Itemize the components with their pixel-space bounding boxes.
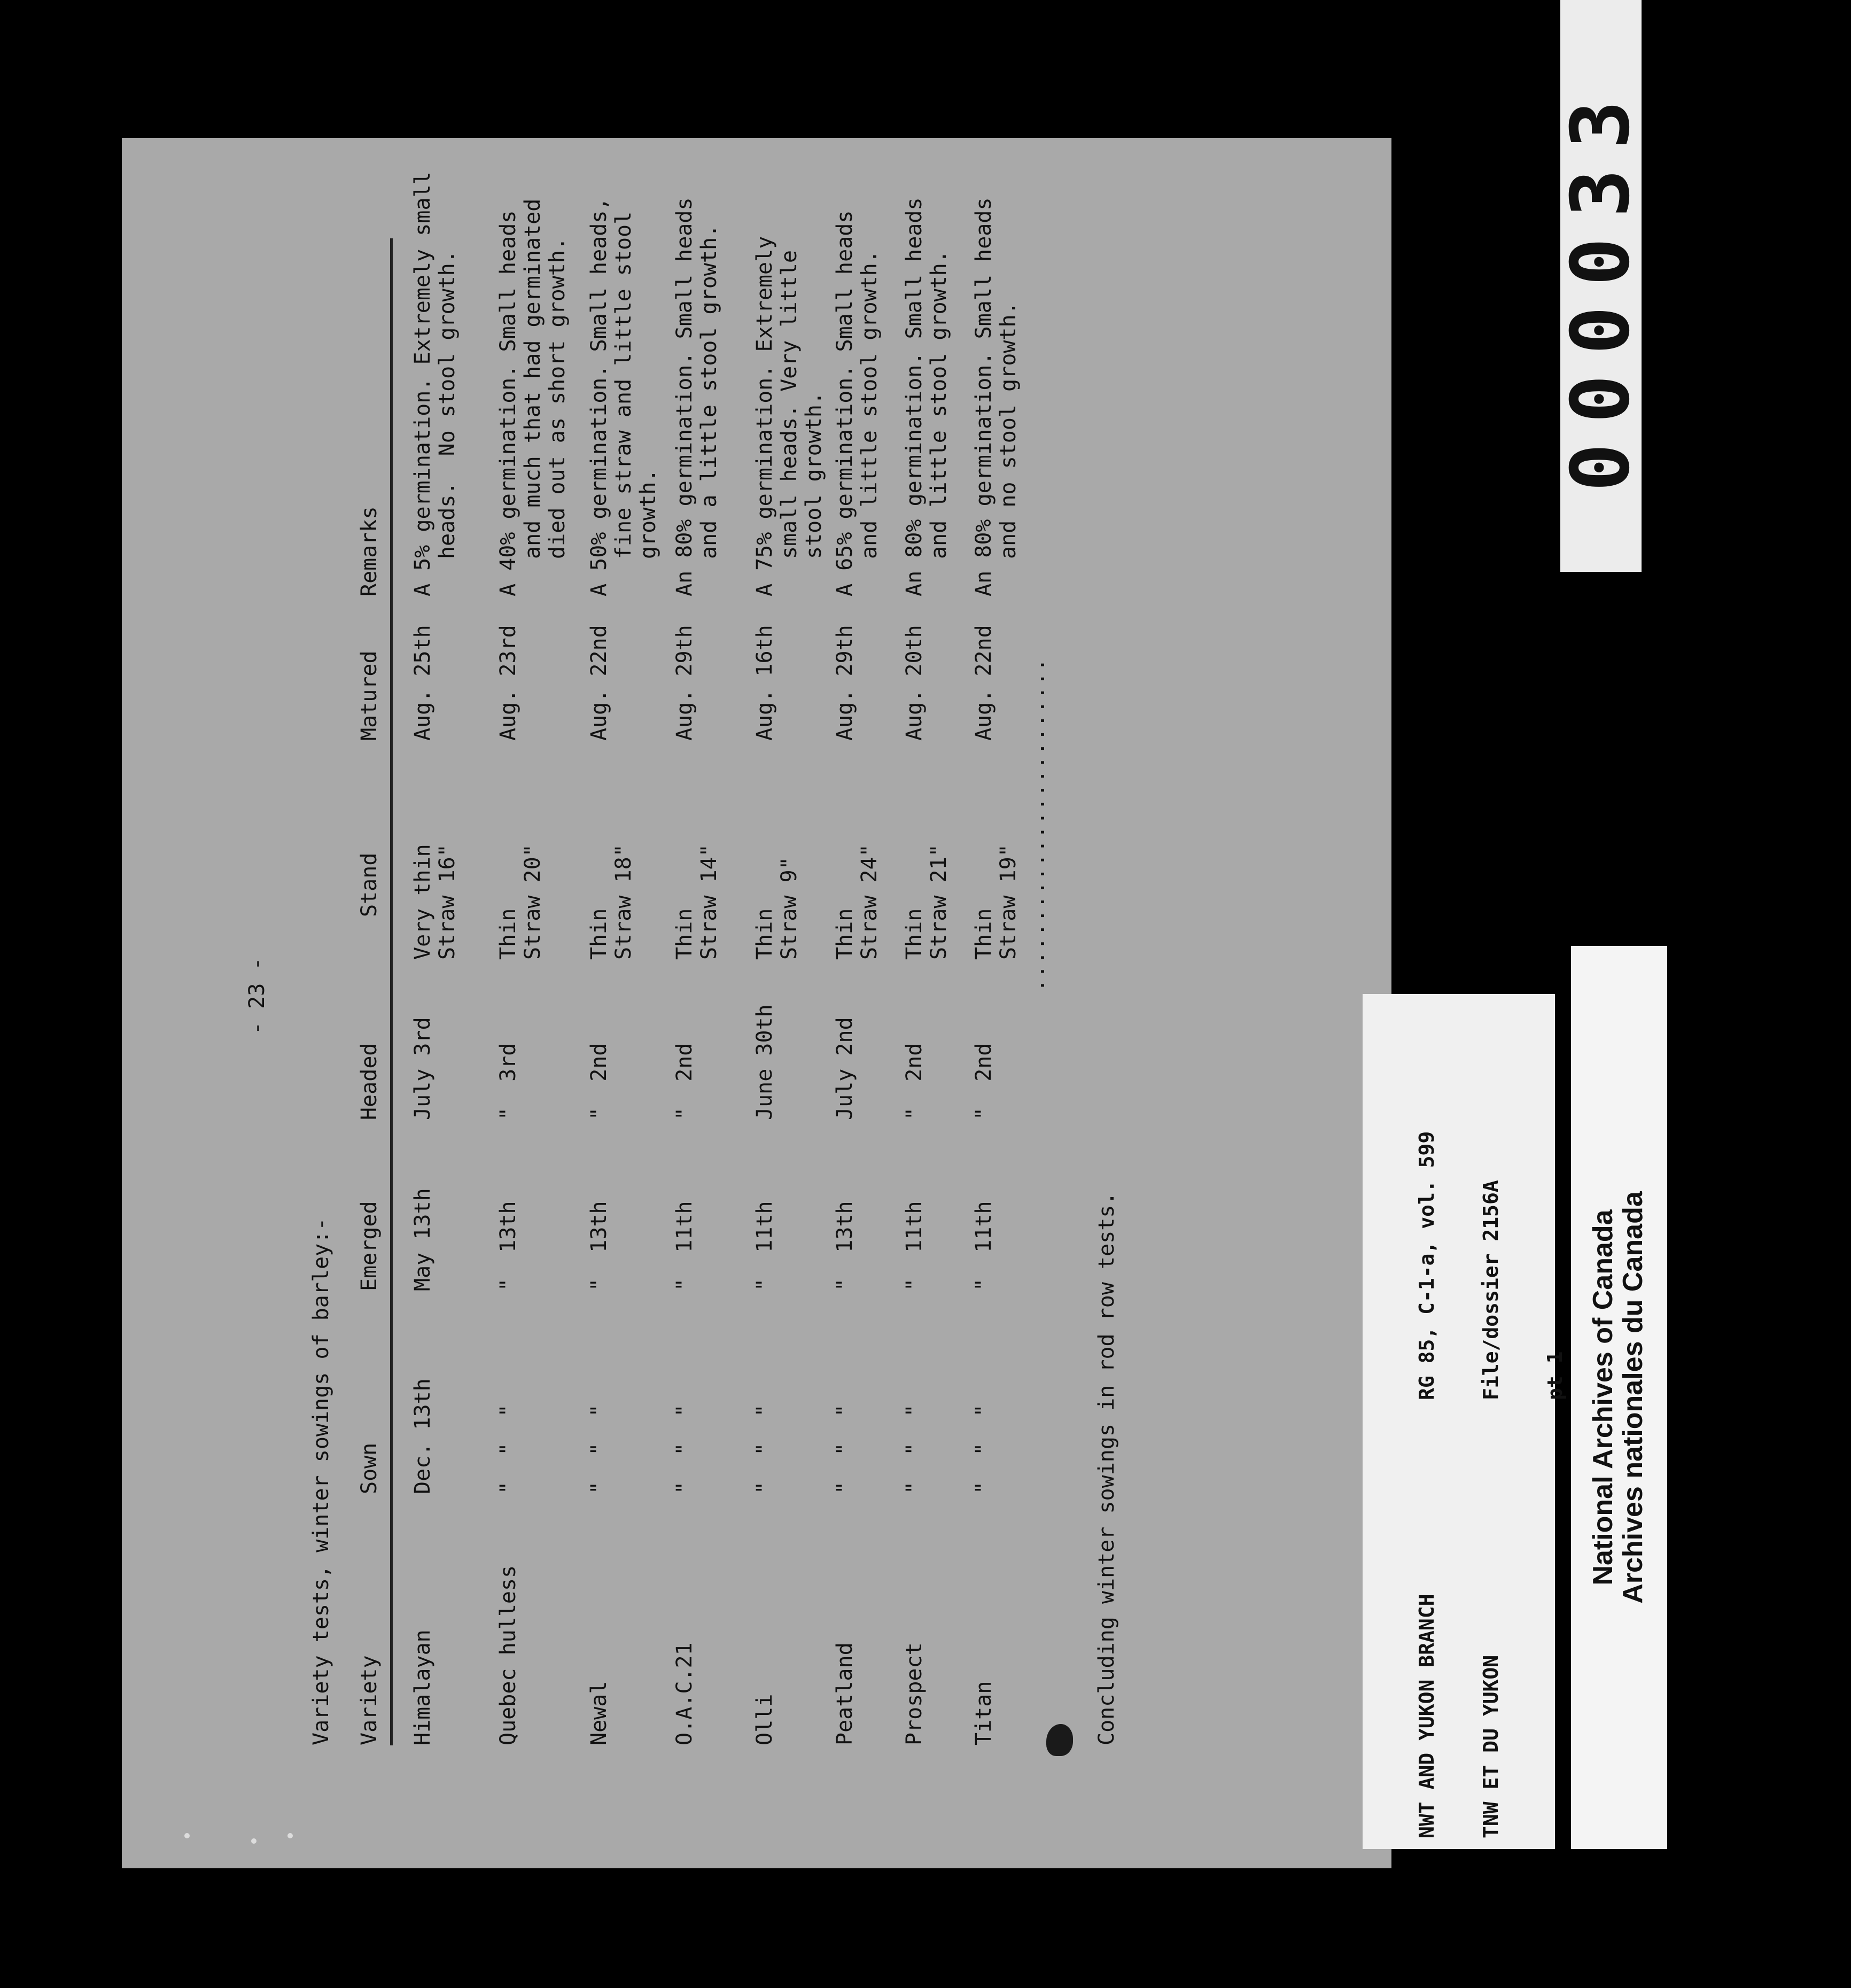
cell-matured: Aug. 23rd <box>496 625 520 741</box>
cell-variety: Prospect <box>902 1642 927 1745</box>
stand-line: Thin <box>587 908 611 960</box>
column-header-stand: Stand <box>357 852 382 917</box>
cell-variety: Olli <box>752 1694 777 1745</box>
stand-line: Straw 16" <box>435 844 460 960</box>
remarks-line: An 80% germination. Small heads <box>672 197 697 596</box>
archives-label-french: Archives nationales du Canada <box>1617 1191 1648 1604</box>
cell-stand <box>587 844 636 960</box>
reference-label <box>1363 994 1567 1849</box>
ink-blot <box>1046 1724 1073 1756</box>
page-number: - 23 - <box>245 957 269 1035</box>
stand-line: Straw 20" <box>520 844 545 960</box>
remarks-line: and little stool growth. <box>927 250 951 559</box>
cell-headed: " 2nd <box>587 1043 611 1120</box>
stand-line: Thin <box>902 908 927 960</box>
column-header-headed: Headed <box>357 1043 382 1120</box>
remarks-line: An 80% germination. Small heads <box>902 197 927 596</box>
cell-variety: Titan <box>971 1681 996 1745</box>
column-header-emerged: Emerged <box>357 1201 382 1291</box>
cell-sown: " " " <box>672 1404 697 1494</box>
cell-remarks <box>587 197 660 596</box>
stand-line: Straw 9" <box>777 857 802 960</box>
cell-emerged: " 13th <box>587 1201 611 1291</box>
cell-variety: O.A.C.21 <box>672 1642 697 1745</box>
archive-number-strip <box>1554 0 1647 572</box>
ref-line-4: File/dossier 2156A <box>1479 1180 1503 1400</box>
stand-line: Straw 18" <box>611 844 636 960</box>
cell-variety: Peatland <box>833 1642 857 1745</box>
column-header-remarks: Remarks <box>357 506 382 596</box>
cell-remarks <box>833 211 882 596</box>
dust-speck <box>251 1838 256 1844</box>
remarks-line: died out as short growth. <box>545 237 570 559</box>
cell-remarks <box>971 197 1021 596</box>
stand-line: Straw 14" <box>697 844 721 960</box>
cell-remarks <box>496 199 570 596</box>
remarks-line: and a little stool growth. <box>697 224 721 559</box>
column-header-matured: Matured <box>357 650 382 741</box>
cell-headed: " 2nd <box>672 1043 697 1120</box>
remarks-line: A 75% germination. Extremely <box>752 236 777 596</box>
cell-variety: Quebec hulless <box>496 1565 520 1745</box>
remarks-line: heads. No stool growth. <box>435 250 460 559</box>
cell-stand <box>496 844 545 960</box>
dust-speck <box>184 1833 190 1838</box>
remarks-line: An 80% germination. Small heads <box>971 197 996 596</box>
cell-stand <box>410 844 460 960</box>
stand-line: Straw 19" <box>996 844 1021 960</box>
cell-emerged: " 11th <box>752 1201 777 1291</box>
cell-emerged: " 11th <box>971 1201 996 1291</box>
cell-headed: June 30th <box>752 1004 777 1120</box>
remarks-line: growth. <box>636 469 660 559</box>
cell-variety: Himalayan <box>410 1629 435 1745</box>
cell-sown: " " " <box>496 1404 520 1494</box>
stand-line: Very thin <box>410 844 435 960</box>
cell-stand <box>902 844 951 960</box>
cell-remarks <box>672 197 721 596</box>
cell-sown: " " " <box>752 1404 777 1494</box>
cell-headed: July 3rd <box>410 1017 435 1120</box>
cell-stand <box>752 857 802 960</box>
cell-headed: " 3rd <box>496 1043 520 1120</box>
cell-matured: Aug. 29th <box>833 625 857 741</box>
remarks-line: A 50% germination. Small heads, <box>587 197 611 596</box>
remarks-line: small heads. Very little <box>777 250 802 559</box>
archives-label-english: National Archives of Canada <box>1588 1209 1619 1586</box>
cell-stand <box>971 844 1021 960</box>
cell-sown: " " " <box>971 1404 996 1494</box>
document-page <box>122 138 1391 1868</box>
cell-headed: " 2nd <box>902 1043 927 1120</box>
column-header-variety: Variety <box>357 1655 382 1745</box>
cell-emerged: " 11th <box>902 1201 927 1291</box>
separator-dots: ........................ <box>1025 657 1049 992</box>
ref-line-2: TNW ET DU YUKON <box>1479 1655 1503 1838</box>
stand-line: Straw 21" <box>927 844 951 960</box>
document-title: Variety tests, winter sowings of barley:- <box>309 1217 333 1745</box>
ref-line-5: pt 1 <box>1543 1351 1567 1400</box>
cell-emerged: May 13th <box>410 1188 435 1291</box>
ref-line-1: NWT AND YUKON BRANCH <box>1415 1594 1438 1838</box>
cell-matured: Aug. 29th <box>672 625 697 741</box>
cell-emerged: " 13th <box>833 1201 857 1291</box>
stand-line: Thin <box>833 908 857 960</box>
document-content <box>122 138 1391 1868</box>
remarks-line: stool growth. <box>802 391 826 559</box>
cell-sown: " " " <box>587 1404 611 1494</box>
stand-line: Thin <box>496 908 520 960</box>
remarks-line: and no stool growth. <box>996 301 1021 559</box>
cell-matured: Aug. 22nd <box>587 625 611 741</box>
remarks-line: A 5% germination. Extremely small <box>410 172 435 596</box>
cell-variety: Newal <box>587 1681 611 1745</box>
cell-sown: Dec. 13th <box>410 1378 435 1494</box>
cell-stand <box>672 844 721 960</box>
cell-remarks <box>902 197 951 596</box>
remarks-line: and much that had germinated <box>520 198 545 559</box>
cell-stand <box>833 844 882 960</box>
remarks-line: A 40% germination. Small heads <box>496 210 520 596</box>
cell-remarks <box>410 172 460 596</box>
ref-line-3: RG 85, C-1-a, vol. 599 <box>1415 1131 1438 1400</box>
header-rule <box>390 238 393 1745</box>
stand-line: Thin <box>971 908 996 960</box>
cell-matured: Aug. 25th <box>410 625 435 741</box>
cell-matured: Aug. 22nd <box>971 625 996 741</box>
cell-remarks <box>752 236 826 596</box>
concluding-note: Concluding winter sowings in rod row tests. <box>1094 1192 1119 1745</box>
cell-matured: Aug. 20th <box>902 625 927 741</box>
cell-headed: " 2nd <box>971 1043 996 1120</box>
remarks-line: and little stool growth. <box>857 250 882 559</box>
cell-emerged: " 11th <box>672 1201 697 1291</box>
dust-speck <box>287 1833 293 1838</box>
archive-number: 000033 <box>1554 80 1647 492</box>
column-header-sown: Sown <box>357 1442 382 1494</box>
stand-line: Thin <box>672 908 697 960</box>
cell-emerged: " 13th <box>496 1201 520 1291</box>
remarks-line: A 65% germination. Small heads <box>833 210 857 596</box>
cell-matured: Aug. 16th <box>752 625 777 741</box>
stand-line: Straw 24" <box>857 844 882 960</box>
stand-line: Thin <box>752 908 777 960</box>
remarks-line: fine straw and little stool <box>611 211 636 559</box>
cell-sown: " " " <box>902 1404 927 1494</box>
cell-headed: July 2nd <box>833 1017 857 1120</box>
archives-label <box>1571 946 1667 1849</box>
cell-sown: " " " <box>833 1404 857 1494</box>
